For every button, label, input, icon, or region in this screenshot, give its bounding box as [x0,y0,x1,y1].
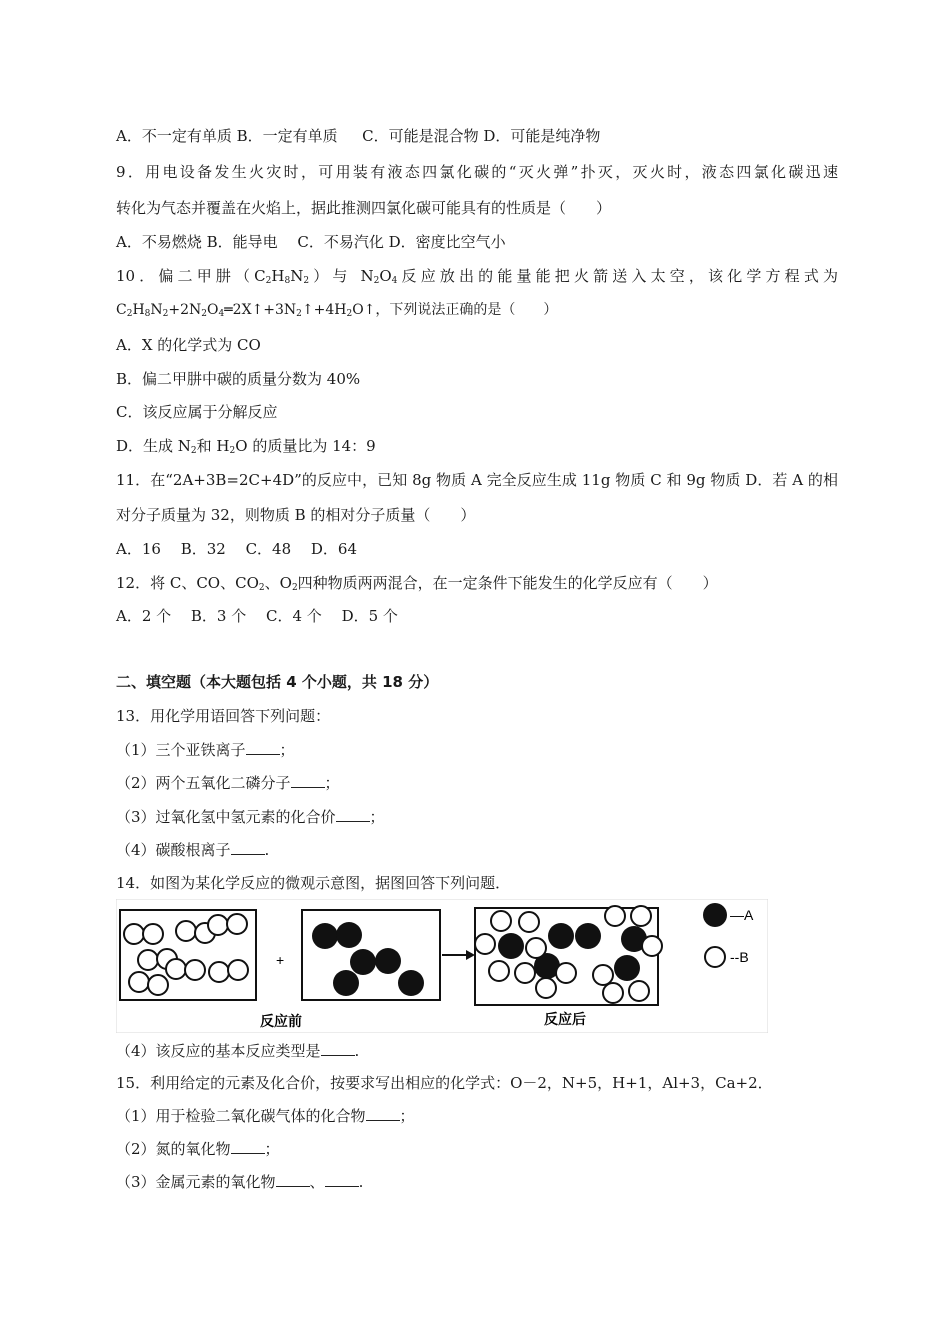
q10-option-c: C．该反应属于分解反应 [116,403,278,421]
q10-option-a: A．X 的化学式为 CO [116,336,261,354]
legend-b-swatch [705,947,725,967]
answer-blank[interactable] [291,773,325,788]
q11-options: A．16 B．32 C．48 D．64 [116,540,358,558]
answer-blank[interactable] [231,1139,265,1154]
reaction-diagram [116,899,768,1033]
q13-stem: 13．用化学用语回答下列问题： [116,707,331,725]
q12-stem: 12．将 C、CO、$CO_2$、$O_2$四种物质两两混合，在一定条件下能发生的化学反应有（ ） [116,574,718,593]
q14-stem: 14．如图为某化学反应的微观示意图，据图回答下列问题． [116,874,511,892]
answer-blank[interactable] [276,1172,310,1187]
q13-part3: （3）过氧化氢中氢元素的化合价 ； [116,808,385,826]
q13-part1: （1）三个亚铁离子 ； [116,741,295,759]
q15-stem: 15．利用给定的元素及化合价，按要求写出相应的化学式：O－2，N+5，H+1，Al+3，Ca+2． [116,1074,773,1092]
q11-stem-line1: 11．在“2A+3B=2C+4D”的反应中，已知 8g 物质 A 完全反应生成 11g 物质 C 和 9g 物质 D．若 A 的相 [116,471,838,489]
q14-part4: （4）该反应的基本反应类型是 . [116,1042,360,1060]
legend-a-swatch [703,903,727,927]
q11-stem-line2: 对分子质量为 32，则物质 B 的相对分子质量（ ） [116,506,476,524]
answer-blank[interactable] [246,740,280,755]
q9-stem-line1: 9．用电设备发生火灾时，可用装有液态四氯化碳的“灭火弹”扑灭，灭火时，液态四氯化碳迅速 [116,163,838,181]
q10-option-b: B．偏二甲肼中碳的质量分数为 40% [116,370,361,388]
legend-a-label: —A [730,907,754,923]
answer-blank[interactable] [321,1041,355,1056]
q9-options: A．不易燃烧 B．能导电 C．不易汽化 D．密度比空气小 [116,233,506,251]
q8-options: A．不一定有单质 B．一定有单质 C．可能是混合物 D．可能是纯净物 [116,127,601,145]
q10-stem-line1: 10．偏二甲肼$(C_2H_8N_2)$与 $N_2O_4$反应放出的能量能把火箭送入太空，该化学方程式为 [116,267,838,286]
q9-stem-line2: 转化为气态并覆盖在火焰上，据此推测四氯化碳可能具有的性质是（ ） [116,199,612,217]
answer-blank[interactable] [366,1106,400,1121]
answer-blank[interactable] [231,840,265,855]
q12-options: A．2 个 B．3 个 C．4 个 D．5 个 [116,607,398,625]
legend-b-label: --B [730,949,749,965]
q10-equation: $C_2H_8N_2+2N_2O_4═2X↑+3N_2↑+4H_2O↑$，下列说法正确的是（ ） [116,302,558,319]
answer-blank[interactable] [325,1172,359,1187]
label-after: 反应后 [544,1012,586,1028]
q13-part4: （4）碳酸根离子 . [116,841,270,859]
q10-option-d: D．生成 $N_2$和 $H_2O$ 的质量比为 14：9 [116,437,376,456]
plus-sign: + [276,952,285,968]
q15-part3: （3）金属元素的氧化物 、 . [116,1173,364,1191]
answer-blank[interactable] [336,807,370,822]
q15-part1: （1）用于检验二氧化碳气体的化合物 ； [116,1107,415,1125]
label-before: 反应前 [260,1014,302,1030]
section-title: 二、填空题（本大题包括 4 个小题，共 18 分） [116,673,439,691]
q13-part2: （2）两个五氧化二磷分子 ； [116,774,340,792]
q15-part2: （2）氮的氧化物 ； [116,1140,280,1158]
